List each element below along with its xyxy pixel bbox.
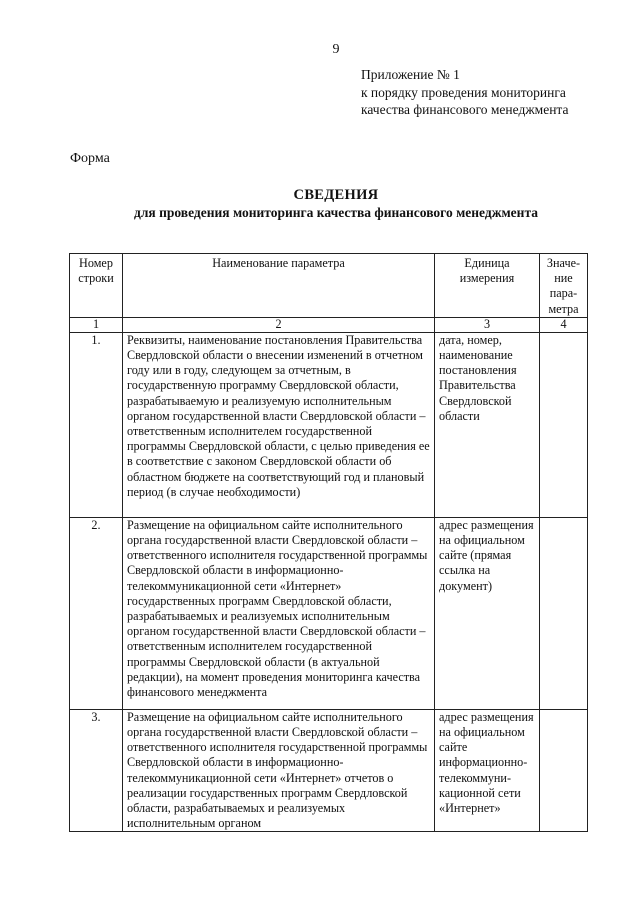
parameter-value: [540, 517, 588, 709]
appendix-line-1: Приложение № 1: [361, 67, 460, 82]
parameter-name: Размещение на официальном сайте исполнительного органа государственной власти Свердловской области – ответственного исполнителя государственной программы Свердловской области в информационно-телекоммуникационной сети «Интернет» отчетов о реализации государственных программ Свердловской области, разрабатываемых и реализуемых исполнительным органом: [123, 709, 435, 832]
parameter-value: [540, 332, 588, 517]
column-number: 1: [70, 317, 123, 332]
parameter-unit: адрес размещения на официальном сайте информационно-телекоммуни-кационной сети «Интернет»: [435, 709, 540, 832]
table-row: [70, 517, 588, 709]
table-row: [70, 709, 588, 832]
form-label: Форма: [70, 151, 110, 166]
column-number: 2: [123, 317, 435, 332]
table-row: [70, 332, 588, 517]
header-value: Значе-ние пара-метра: [540, 254, 588, 318]
appendix-block: [361, 66, 568, 119]
table-header-row: [70, 254, 588, 318]
document-title: СВЕДЕНИЯ: [293, 187, 379, 203]
parameter-unit: дата, номер, наименование постановления Правительства Свердловской области: [435, 332, 540, 517]
parameter-name: Размещение на официальном сайте исполнительного органа государственной власти Свердловской области – ответственного исполнителя государственной программы Свердловской области в информационно-телекоммуникационной сети «Интернет» государственных программ Свердловской области, разрабатываемых и реализуемых исполнительным органом государственной власти Свердловской области – ответственным исполнителем государственной программы Свердловской области (в актуальной редакции), на момент проведения мониторинга качества финансового менеджмента: [123, 517, 435, 709]
parameter-value: [540, 709, 588, 832]
page-number: 9: [332, 42, 340, 57]
column-number: 3: [435, 317, 540, 332]
row-number: 2.: [70, 517, 123, 709]
column-numbers-row: [70, 317, 588, 332]
parameter-unit: адрес размещения на официальном сайте (прямая ссылка на документ): [435, 517, 540, 709]
header-unit: Единица измерения: [435, 254, 540, 318]
parameter-name: Реквизиты, наименование постановления Правительства Свердловской области о внесении изменений в отчетном году или в году, следующем за отчетным, в государственную программу Свердловской области, разрабатываемую и реализуемую исполнительным органом государственной власти Свердловской области – ответственным исполнителем государственной программы Свердловской области, с целью приведения ее в соответствие с законом Свердловской области об областном бюджете на соответствующий год и плановый период (в случае необходимости): [123, 332, 435, 517]
header-row-number: Номер строки: [70, 254, 123, 318]
column-number: 4: [540, 317, 588, 332]
appendix-line-3: качества финансового менеджмента: [361, 102, 569, 117]
appendix-line-2: к порядку проведения мониторинга: [361, 84, 566, 100]
header-parameter-name: Наименование параметра: [123, 254, 435, 318]
row-number: 1.: [70, 332, 123, 517]
parameters-table: [69, 253, 588, 832]
document-subtitle: для проведения мониторинга качества финансового менеджмента: [134, 205, 538, 220]
row-number: 3.: [70, 709, 123, 832]
